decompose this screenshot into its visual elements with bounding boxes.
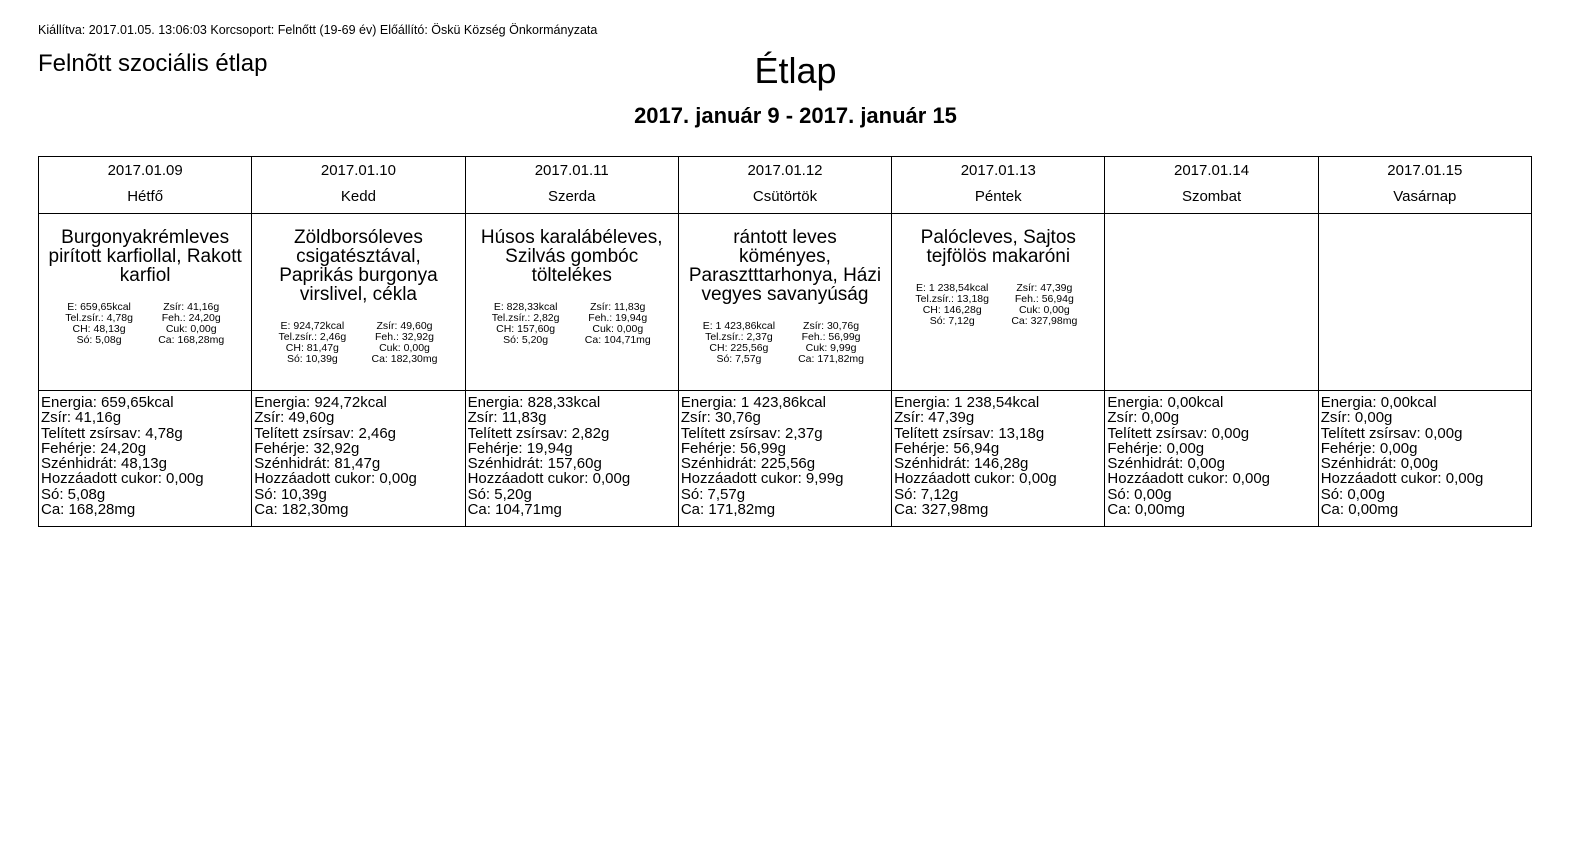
total-calcium: Ca: 168,28mg xyxy=(41,501,136,519)
nutri-salt: Só: 10,39g xyxy=(286,353,338,365)
total-energy: Energia: 828,33kcal xyxy=(467,394,601,411)
day-header-row xyxy=(39,157,1532,214)
day-header xyxy=(892,157,1105,214)
dish-cell xyxy=(465,214,678,391)
total-energy: Energia: 0,00kcal xyxy=(1107,394,1224,411)
total-satfat: Telített zsírsav: 2,82g xyxy=(467,424,610,442)
dish-name: Húsos karalábéleves, Szilvás gombóc töltelékes xyxy=(480,227,663,286)
totals-cell xyxy=(1318,391,1531,527)
total-carb: Szénhidrát: 0,00g xyxy=(1320,455,1439,473)
nutri-sugar: Cuk: 0,00g xyxy=(592,323,644,335)
nutri-fat: Zsír: 47,39g xyxy=(1016,282,1073,294)
day-name: Péntek xyxy=(974,188,1022,205)
nutri-calcium: Ca: 104,71mg xyxy=(584,334,651,346)
day-date: 2017.01.11 xyxy=(534,162,609,179)
nutri-fat: Zsír: 41,16g xyxy=(163,301,220,313)
dish-name: Palócleves, Sajtos tejfölös makaróni xyxy=(920,227,1076,267)
total-fat: Zsír: 0,00g xyxy=(1320,409,1393,427)
dish-cell xyxy=(678,214,891,391)
day-header xyxy=(1318,157,1531,214)
total-protein: Fehérje: 19,94g xyxy=(467,439,573,457)
document-meta: Kiállítva: 2017.01.05. 13:06:03 Korcsoport: Felnőtt (19-69 év) Előállító: Öskü Község Önkormányzata xyxy=(38,23,598,37)
day-name: Hétfő xyxy=(127,188,164,205)
nutri-satfat: Tel.zsír.: 4,78g xyxy=(65,312,133,324)
total-satfat: Telített zsírsav: 0,00g xyxy=(1320,424,1463,442)
day-date: 2017.01.14 xyxy=(1174,162,1250,179)
total-energy: Energia: 0,00kcal xyxy=(1320,394,1437,411)
dish-name: Zöldborsóleves csigatésztával, Paprikás burgonya virslivel, cékla xyxy=(279,227,438,305)
total-sugar: Hozzáadott cukor: 0,00g xyxy=(1107,470,1271,488)
nutrition-summary xyxy=(906,283,1090,327)
total-salt: Só: 0,00g xyxy=(1107,485,1172,503)
total-carb: Szénhidrát: 225,56g xyxy=(680,455,816,473)
total-energy: Energia: 1 238,54kcal xyxy=(894,394,1040,411)
totals-cell xyxy=(892,391,1105,527)
nutri-energy: E: 828,33kcal xyxy=(493,301,558,313)
nutri-salt: Só: 5,08g xyxy=(76,334,122,346)
day-date: 2017.01.10 xyxy=(320,162,396,179)
total-protein: Fehérje: 24,20g xyxy=(41,439,147,457)
total-satfat: Telített zsírsav: 0,00g xyxy=(1107,424,1250,442)
total-protein: Fehérje: 56,99g xyxy=(680,439,786,457)
nutri-salt: Só: 7,57g xyxy=(716,353,762,365)
total-sugar: Hozzáadott cukor: 0,00g xyxy=(1320,470,1484,488)
day-header xyxy=(1105,157,1318,214)
total-carb: Szénhidrát: 0,00g xyxy=(1107,455,1225,473)
nutri-energy: E: 1 423,86kcal xyxy=(702,320,776,332)
dish-name: Burgonyakrémleves pirított karfiollal, Rakott karfiol xyxy=(48,227,242,286)
total-satfat: Telített zsírsav: 2,37g xyxy=(680,424,823,442)
total-sugar: Hozzáadott cukor: 0,00g xyxy=(41,470,204,488)
total-salt: Só: 7,12g xyxy=(894,485,959,503)
total-satfat: Telített zsírsav: 2,46g xyxy=(254,424,397,442)
total-calcium: Ca: 327,98mg xyxy=(894,501,989,519)
nutrition-summary xyxy=(266,321,450,365)
nutri-energy: E: 1 238,54kcal xyxy=(916,282,989,294)
total-fat: Zsír: 41,16g xyxy=(41,409,122,427)
total-calcium: Ca: 0,00mg xyxy=(1107,501,1185,519)
total-salt: Só: 7,57g xyxy=(680,485,746,503)
total-sugar: Hozzáadott cukor: 0,00g xyxy=(254,470,417,488)
nutri-satfat: Tel.zsír.: 2,46g xyxy=(278,331,347,343)
day-name: Vasárnap xyxy=(1393,188,1457,205)
nutri-protein: Feh.: 19,94g xyxy=(588,312,648,324)
page-title: Étlap xyxy=(754,50,837,91)
nutri-carb: CH: 48,13g xyxy=(72,323,126,335)
day-date: 2017.01.15 xyxy=(1387,162,1463,179)
totals-cell xyxy=(678,391,891,527)
total-protein: Fehérje: 0,00g xyxy=(1320,439,1418,457)
total-calcium: Ca: 0,00mg xyxy=(1320,501,1399,519)
dish-cell xyxy=(252,214,465,391)
nutri-salt: Só: 5,20g xyxy=(503,334,549,346)
total-carb: Szénhidrát: 48,13g xyxy=(41,455,167,473)
total-energy: Energia: 924,72kcal xyxy=(254,394,387,411)
nutri-salt: Só: 7,12g xyxy=(929,315,975,327)
totals-cell xyxy=(465,391,678,527)
dish-cell xyxy=(1318,214,1531,391)
total-carb: Szénhidrát: 146,28g xyxy=(894,455,1029,473)
dish-cell xyxy=(39,214,252,391)
total-fat: Zsír: 11,83g xyxy=(467,409,547,427)
total-salt: Só: 5,08g xyxy=(41,485,106,503)
nutri-protein: Feh.: 56,94g xyxy=(1014,293,1074,305)
total-fat: Zsír: 0,00g xyxy=(1107,409,1180,427)
day-header xyxy=(39,157,252,214)
total-energy: Energia: 1 423,86kcal xyxy=(680,394,826,411)
totals-cell xyxy=(39,391,252,527)
nutri-fat: Zsír: 30,76g xyxy=(803,320,860,332)
total-fat: Zsír: 30,76g xyxy=(680,409,761,427)
dish-row xyxy=(39,214,1532,391)
nutrition-totals-row xyxy=(39,391,1532,527)
nutri-sugar: Cuk: 0,00g xyxy=(1018,304,1070,316)
nutri-calcium: Ca: 327,98mg xyxy=(1011,315,1078,327)
dish-name: rántott leves köményes, Parasztttarhonya, Házi vegyes savanyúság xyxy=(688,227,882,305)
nutri-energy: E: 659,65kcal xyxy=(67,301,131,313)
nutri-protein: Feh.: 32,92g xyxy=(375,331,434,343)
total-carb: Szénhidrát: 157,60g xyxy=(467,455,602,473)
day-header xyxy=(252,157,465,214)
day-date: 2017.01.13 xyxy=(960,162,1036,179)
dish-cell xyxy=(892,214,1105,391)
day-name: Kedd xyxy=(340,188,376,205)
nutri-satfat: Tel.zsír.: 2,37g xyxy=(705,331,773,343)
total-protein: Fehérje: 0,00g xyxy=(1107,439,1205,457)
nutri-carb: CH: 157,60g xyxy=(496,323,556,335)
total-calcium: Ca: 182,30mg xyxy=(254,501,349,519)
total-fat: Zsír: 47,39g xyxy=(894,409,975,427)
nutri-sugar: Cuk: 9,99g xyxy=(805,342,857,354)
total-sugar: Hozzáadott cukor: 9,99g xyxy=(680,470,844,488)
nutri-satfat: Tel.zsír.: 13,18g xyxy=(915,293,989,305)
day-name: Szombat xyxy=(1181,188,1242,205)
day-header xyxy=(678,157,891,214)
nutri-calcium: Ca: 168,28mg xyxy=(158,334,225,346)
day-name: Csütörtök xyxy=(752,188,818,205)
document-subtitle: Felnõtt szociális étlap xyxy=(38,50,268,77)
total-calcium: Ca: 171,82mg xyxy=(680,501,776,519)
nutri-satfat: Tel.zsír.: 2,82g xyxy=(491,312,560,324)
nutri-calcium: Ca: 182,30mg xyxy=(371,353,438,365)
nutrition-summary xyxy=(53,302,237,346)
nutri-fat: Zsír: 11,83g xyxy=(590,301,646,313)
nutrition-summary xyxy=(693,321,877,365)
nutri-protein: Feh.: 24,20g xyxy=(161,312,221,324)
totals-cell xyxy=(1105,391,1318,527)
total-fat: Zsír: 49,60g xyxy=(254,409,335,427)
nutri-sugar: Cuk: 0,00g xyxy=(379,342,430,354)
nutri-fat: Zsír: 49,60g xyxy=(376,320,433,332)
nutri-carb: CH: 81,47g xyxy=(285,342,339,354)
nutri-energy: E: 924,72kcal xyxy=(280,320,345,332)
date-range: 2017. január 9 - 2017. január 15 xyxy=(634,103,957,128)
day-date: 2017.01.09 xyxy=(107,162,183,179)
total-carb: Szénhidrát: 81,47g xyxy=(254,455,381,473)
dish-cell xyxy=(1105,214,1318,391)
total-sugar: Hozzáadott cukor: 0,00g xyxy=(467,470,631,488)
total-satfat: Telített zsírsav: 13,18g xyxy=(894,424,1045,442)
totals-cell xyxy=(252,391,465,527)
total-salt: Só: 0,00g xyxy=(1320,485,1385,503)
nutri-carb: CH: 146,28g xyxy=(922,304,982,316)
total-energy: Energia: 659,65kcal xyxy=(41,394,174,411)
day-date: 2017.01.12 xyxy=(747,162,823,179)
total-salt: Só: 10,39g xyxy=(254,485,327,503)
total-sugar: Hozzáadott cukor: 0,00g xyxy=(894,470,1057,488)
nutri-protein: Feh.: 56,99g xyxy=(801,331,861,343)
day-header xyxy=(465,157,678,214)
nutri-sugar: Cuk: 0,00g xyxy=(165,323,217,335)
nutri-carb: CH: 225,56g xyxy=(709,342,769,354)
total-protein: Fehérje: 56,94g xyxy=(894,439,1000,457)
nutri-calcium: Ca: 171,82mg xyxy=(798,353,865,365)
total-salt: Só: 5,20g xyxy=(467,485,532,503)
weekly-menu-table xyxy=(38,156,1532,527)
total-calcium: Ca: 104,71mg xyxy=(467,501,562,519)
total-protein: Fehérje: 32,92g xyxy=(254,439,360,457)
total-satfat: Telített zsírsav: 4,78g xyxy=(41,424,183,442)
nutrition-summary xyxy=(480,302,664,346)
day-name: Szerda xyxy=(547,188,596,205)
